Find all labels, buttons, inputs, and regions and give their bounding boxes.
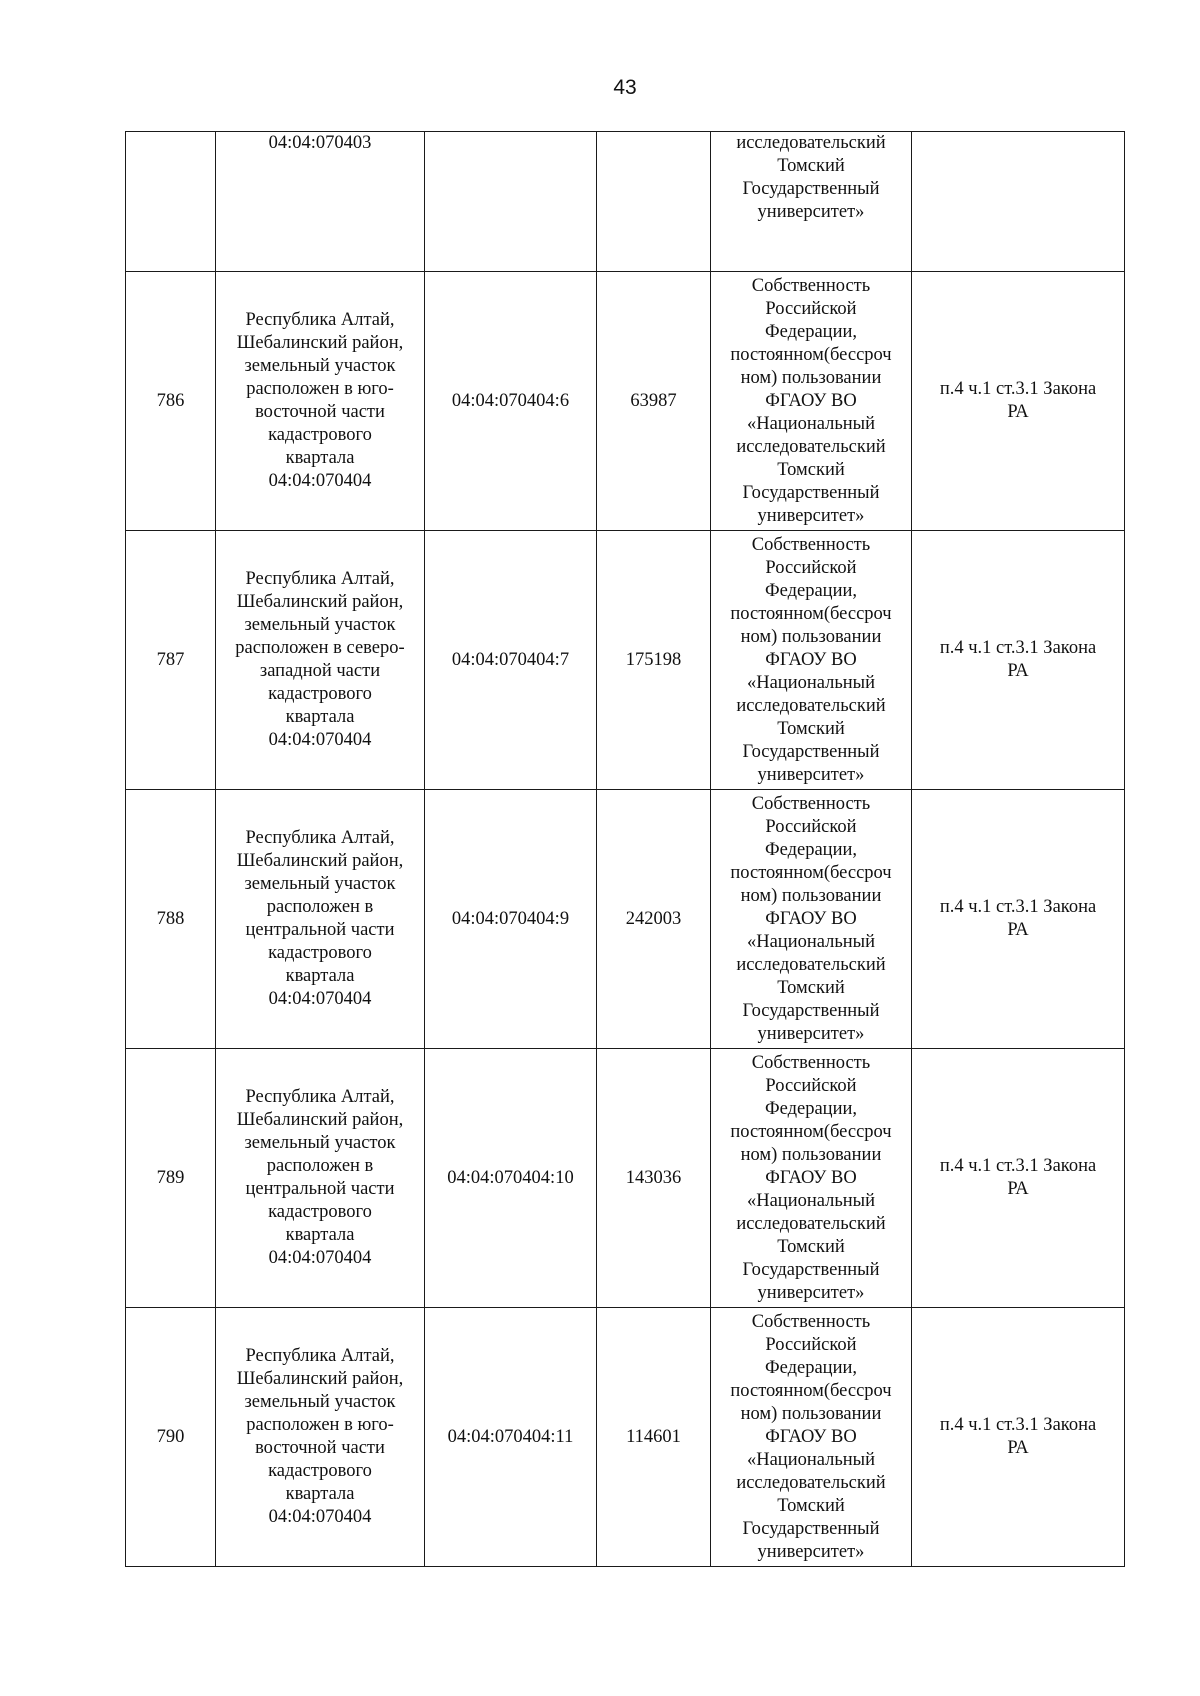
cell-area	[597, 132, 711, 272]
cell-number: 790	[126, 1308, 216, 1567]
cell-basis: п.4 ч.1 ст.3.1 Закона РА	[912, 272, 1125, 531]
table-row	[126, 272, 1125, 531]
cell-basis	[912, 132, 1125, 272]
cell-basis: п.4 ч.1 ст.3.1 Закона РА	[912, 531, 1125, 790]
cell-basis: п.4 ч.1 ст.3.1 Закона РА	[912, 1308, 1125, 1567]
cell-area: 143036	[597, 1049, 711, 1308]
cell-right: Собственность Российской Федерации, постоянном(бессроч ном) пользовании ФГАОУ ВО «Национальный исследовательский Томский Государственный университет»	[711, 790, 912, 1049]
table-row	[126, 790, 1125, 1049]
cell-cadastral: 04:04:070404:11	[425, 1308, 597, 1567]
cell-basis: п.4 ч.1 ст.3.1 Закона РА	[912, 790, 1125, 1049]
cell-cadastral: 04:04:070404:6	[425, 272, 597, 531]
cell-right: Собственность Российской Федерации, постоянном(бессроч ном) пользовании ФГАОУ ВО «Национальный исследовательский Томский Государственный университет»	[711, 531, 912, 790]
table-row	[126, 1308, 1125, 1567]
cell-location: Республика Алтай, Шебалинский район, земельный участок расположен в северо- западной части кадастрового квартала 04:04:070404	[216, 531, 425, 790]
cell-number: 786	[126, 272, 216, 531]
cell-right: исследовательский Томский Государственный университет»	[711, 132, 912, 272]
table-row	[126, 1049, 1125, 1308]
cell-area: 175198	[597, 531, 711, 790]
cell-area: 242003	[597, 790, 711, 1049]
cell-area: 114601	[597, 1308, 711, 1567]
cell-cadastral: 04:04:070404:9	[425, 790, 597, 1049]
cell-right: Собственность Российской Федерации, постоянном(бессроч ном) пользовании ФГАОУ ВО «Национальный исследовательский Томский Государственный университет»	[711, 272, 912, 531]
land-plot-table	[125, 131, 1125, 1567]
cell-location: Республика Алтай, Шебалинский район, земельный участок расположен в юго- восточной части кадастрового квартала 04:04:070404	[216, 1308, 425, 1567]
cell-location: 04:04:070403	[216, 132, 425, 272]
cell-right: Собственность Российской Федерации, постоянном(бессроч ном) пользовании ФГАОУ ВО «Национальный исследовательский Томский Государственный университет»	[711, 1308, 912, 1567]
cell-number: 789	[126, 1049, 216, 1308]
cell-location: Республика Алтай, Шебалинский район, земельный участок расположен в юго- восточной части кадастрового квартала 04:04:070404	[216, 272, 425, 531]
cell-cadastral	[425, 132, 597, 272]
cell-number: 787	[126, 531, 216, 790]
cell-cadastral: 04:04:070404:7	[425, 531, 597, 790]
cell-cadastral: 04:04:070404:10	[425, 1049, 597, 1308]
cell-location: Республика Алтай, Шебалинский район, земельный участок расположен в центральной части кадастрового квартала 04:04:070404	[216, 790, 425, 1049]
table-row	[126, 531, 1125, 790]
page-number: 43	[613, 76, 637, 99]
cell-number: 788	[126, 790, 216, 1049]
cell-location: Республика Алтай, Шебалинский район, земельный участок расположен в центральной части кадастрового квартала 04:04:070404	[216, 1049, 425, 1308]
cell-right: Собственность Российской Федерации, постоянном(бессроч ном) пользовании ФГАОУ ВО «Национальный исследовательский Томский Государственный университет»	[711, 1049, 912, 1308]
cell-number	[126, 132, 216, 272]
table-row-continuation	[126, 132, 1125, 272]
cell-basis: п.4 ч.1 ст.3.1 Закона РА	[912, 1049, 1125, 1308]
cell-area: 63987	[597, 272, 711, 531]
